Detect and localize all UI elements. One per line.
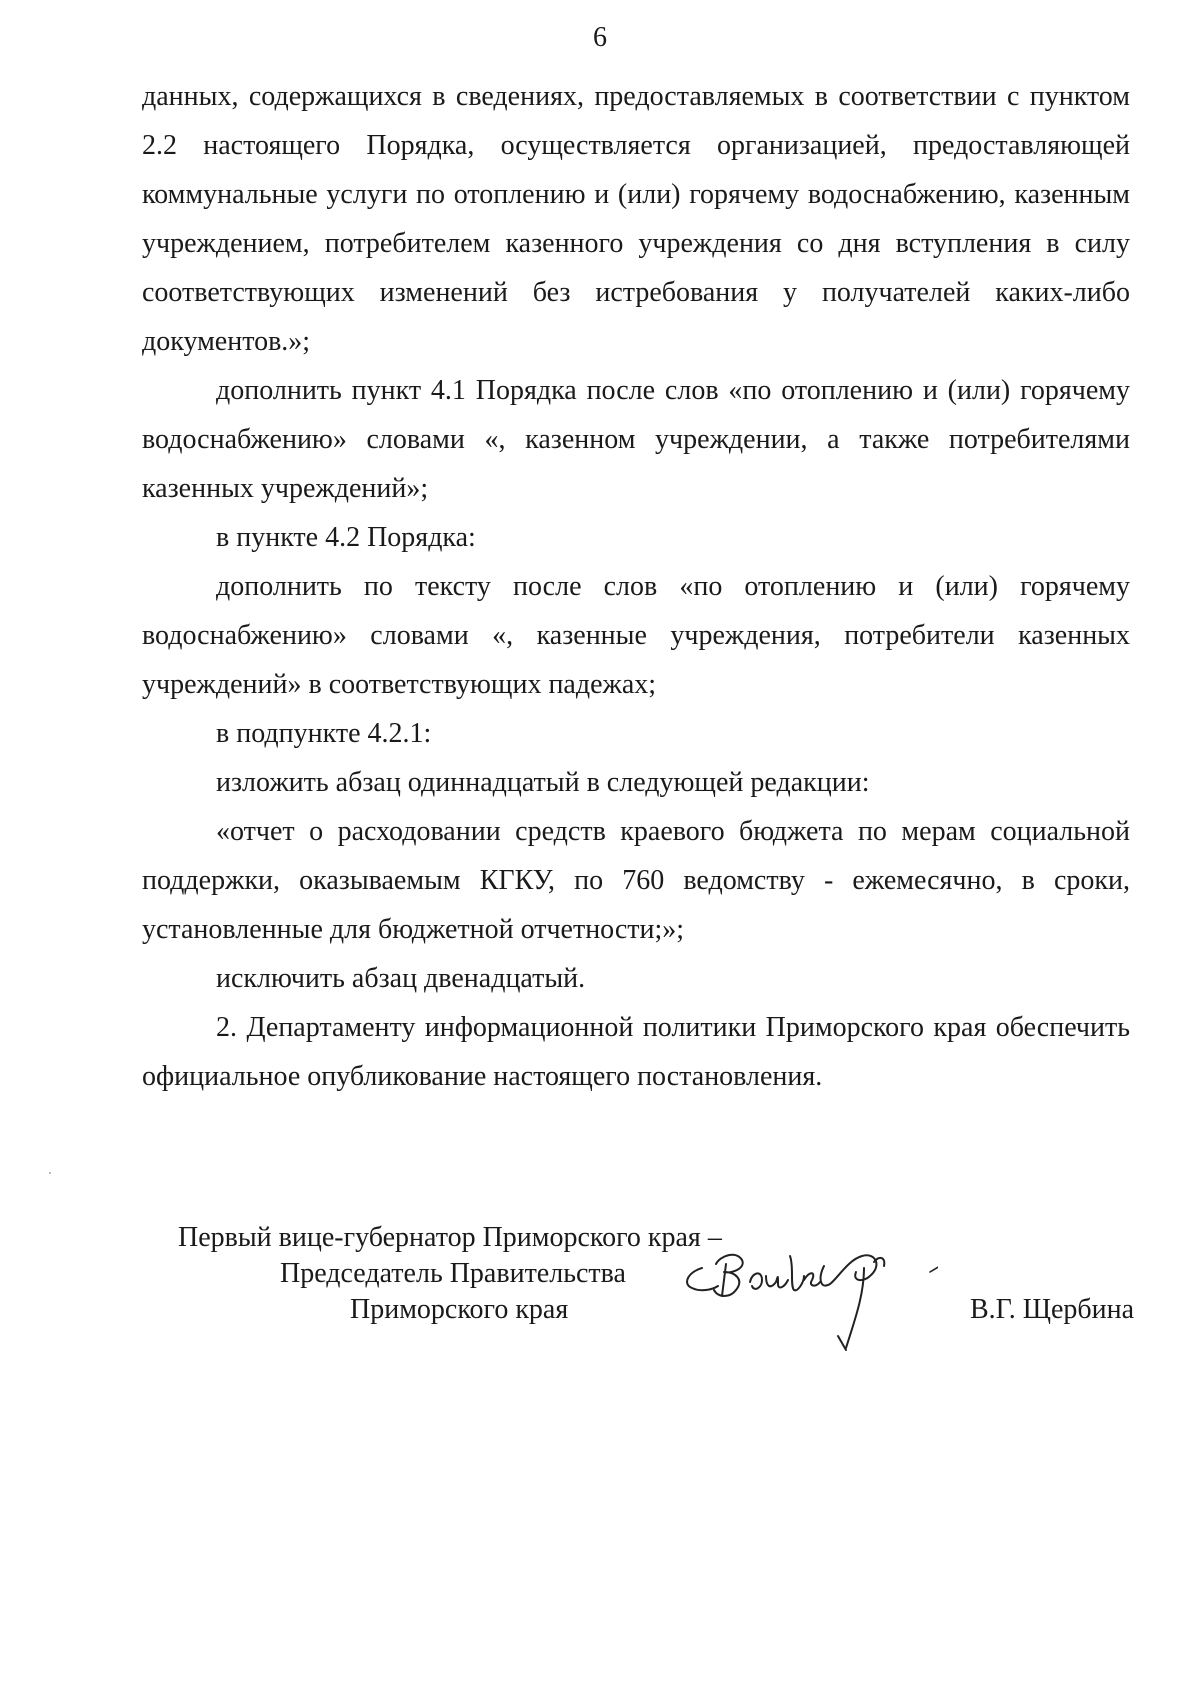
paragraph-publication-order: 2. Департаменту информационной политики Приморского края обеспечить официальное опубликование настоящего постановления. (142, 1012, 1130, 1092)
paragraph-amend-4-1: дополнить пункт 4.1 Порядка после слов «по отоплению и (или) горячему водоснабжению» словами «, казенном учреждении, а также потребителями казенных учреждений»; (142, 375, 1130, 504)
signatory-title-line3: Приморского края (350, 1294, 569, 1325)
paragraph-subpoint-4-2-1-heading: в подпункте 4.2.1: (216, 718, 432, 749)
signatory-name: В.Г. Щербина (970, 1294, 1135, 1325)
signature-block (178, 1220, 1138, 1340)
signatory-title-line2: Председатель Правительства (280, 1258, 626, 1289)
paragraph-continuation: данных, содержащихся в сведениях, предоставляемых в соответствии с пунктом 2.2 настоящего Порядка, осуществляется организацией, предоставляющей коммунальные услуги по отоплению и (или) горячему водоснабжению, казенным учреждением, потребителем казенного учреждения со дня вступления в силу соответствующих изменений без истребования у получателей каких-либо документов.»; (142, 81, 1130, 357)
paragraph-report-text: «отчет о расходовании средств краевого бюджета по мерам социальной поддержки, оказываемым КГКУ, по 760 ведомству - ежемесячно, в сроки, установленные для бюджетной отчетности;»; (142, 816, 1130, 945)
page-number: 6 (593, 22, 607, 53)
paragraph-restate-eleventh: изложить абзац одиннадцатый в следующей редакции: (216, 767, 870, 798)
signatory-title-line1: Первый вице-губернатор Приморского края – (178, 1222, 722, 1253)
paragraph-point-4-2-heading: в пункте 4.2 Порядка: (216, 522, 476, 553)
paragraph-exclude-twelfth: исключить абзац двенадцатый. (216, 963, 586, 994)
paragraph-amend-4-2: дополнить по тексту после слов «по отоплению и (или) горячему водоснабжению» словами «, казенные учреждения, потребители казенных учреждений» в соответствующих падежах; (142, 571, 1130, 700)
document-body (142, 72, 1130, 1101)
scan-speck (49, 1172, 51, 1174)
handwritten-signature (678, 1226, 938, 1366)
